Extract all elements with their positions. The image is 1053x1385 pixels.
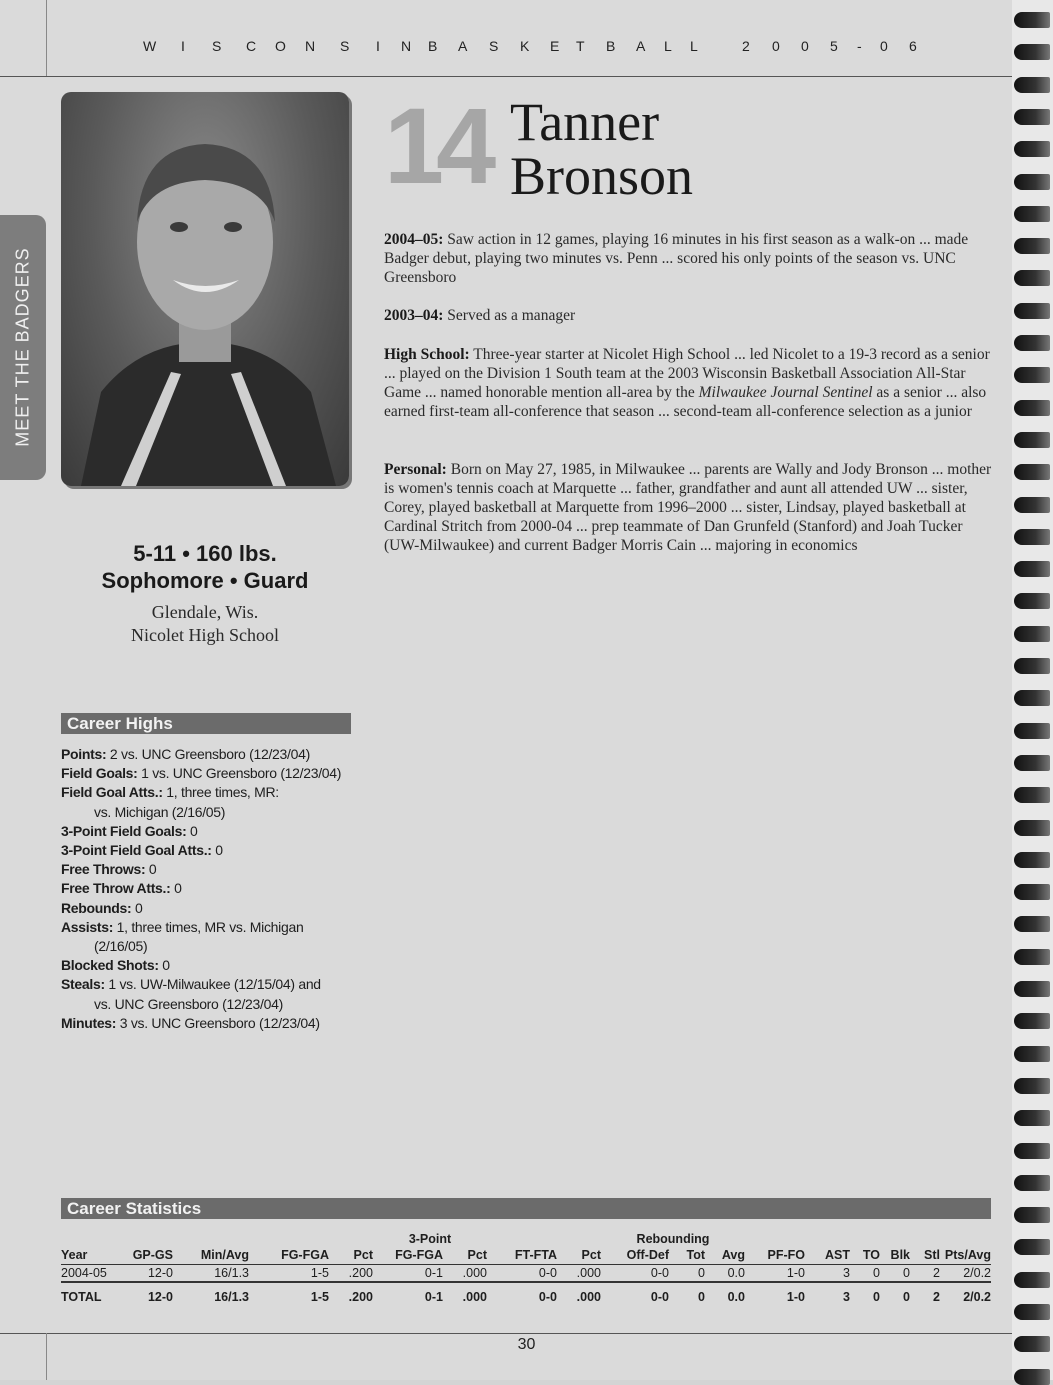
- group-3pt: 3-Point: [408, 1232, 452, 1246]
- career-high-label: Free Throw Atts.:: [61, 880, 171, 897]
- stats-cell: 0.0: [727, 1266, 745, 1280]
- stats-column-label: Avg: [705, 1246, 745, 1265]
- stats-cell: 0-0: [650, 1266, 669, 1280]
- binding-ring: [1014, 1369, 1050, 1385]
- binding-ring: [1014, 400, 1050, 416]
- binding-ring: [1014, 949, 1050, 965]
- stats-cell: 0: [698, 1266, 705, 1280]
- bio-text: Served as a manager: [443, 307, 576, 324]
- binding-ring: [1014, 1046, 1050, 1062]
- binding-ring: [1014, 820, 1050, 836]
- career-high-label: Blocked Shots:: [61, 957, 159, 974]
- binding-ring: [1014, 626, 1050, 642]
- career-high-value: 0: [170, 880, 182, 897]
- career-high-value: 0: [211, 842, 223, 859]
- career-high-item: [61, 783, 361, 802]
- career-high-label: Points:: [61, 746, 107, 762]
- career-high-value: 3 vs. UNC Greensboro (12/23/04): [116, 1014, 320, 1031]
- binding-ring: [1014, 335, 1050, 351]
- career-high-value: 0: [186, 822, 198, 839]
- group-rebounding: Rebounding: [636, 1232, 710, 1246]
- header-letter: S: [489, 38, 499, 54]
- stats-column-label: FT-FTA: [487, 1246, 557, 1265]
- binding-ring: [1014, 109, 1050, 125]
- stats-cell: 3: [843, 1266, 850, 1280]
- stats-total-cell: 0-0: [487, 1282, 557, 1311]
- binding-ring: [1014, 432, 1050, 448]
- stats-total-cell: TOTAL: [61, 1282, 111, 1311]
- stats-cell: 12-0: [147, 1266, 173, 1280]
- stats-column-label: FG-FGA: [373, 1246, 443, 1265]
- bio-label: Personal:: [384, 461, 447, 478]
- stats-cell: 0-1: [424, 1266, 443, 1280]
- stats-total-cell: 0.0: [705, 1282, 745, 1311]
- bio-2004-05: [384, 230, 992, 287]
- bio-text: Saw action in 12 games, playing 16 minutes in his first season as a walk-on ... made Badger debut, playing two minutes vs. Penn ... scored his only points of the season vs. UNC Greensboro: [384, 231, 969, 286]
- header-letter: I: [181, 38, 185, 54]
- binding-ring: [1014, 755, 1050, 771]
- stats-total-cell: 0: [880, 1282, 910, 1311]
- header-letter: A: [636, 38, 646, 54]
- bio-publication: Milwaukee Journal Sentinel: [698, 384, 873, 401]
- stats-total-cell: 2/0.2: [940, 1282, 991, 1311]
- stats-total-cell: 16/1.3: [173, 1282, 249, 1311]
- binding-ring: [1014, 690, 1050, 706]
- stats-cell: 1-5: [310, 1266, 329, 1280]
- career-high-item: [61, 899, 361, 918]
- career-high-label: Field Goals:: [61, 765, 138, 782]
- stats-total-cell: 0-1: [373, 1282, 443, 1311]
- header-letter: -: [857, 38, 862, 54]
- header-letter: N: [401, 38, 412, 54]
- binding-ring: [1014, 884, 1050, 900]
- stats-total-cell: 2: [910, 1282, 940, 1311]
- stats-column-label: Tot: [669, 1246, 705, 1265]
- binding-ring: [1014, 787, 1050, 803]
- margin-rule: [46, 0, 47, 76]
- binding-ring: [1014, 238, 1050, 254]
- player-first-name: Tanner: [510, 92, 660, 152]
- stats-column-header: [61, 1246, 991, 1265]
- binding-ring: [1014, 852, 1050, 868]
- binding-ring: [1014, 303, 1050, 319]
- bio-personal: [384, 460, 992, 555]
- header-letter: L: [690, 38, 698, 54]
- career-highs-title: Career Highs: [61, 713, 351, 734]
- stats-cell: .000: [462, 1266, 487, 1280]
- binding-ring: [1014, 1143, 1050, 1159]
- career-high-label: 3-Point Field Goal Atts.:: [61, 842, 212, 859]
- header-letter: 2: [742, 38, 750, 54]
- stats-column-label: Blk: [880, 1246, 910, 1265]
- header-letter: T: [576, 38, 585, 54]
- career-high-continuation: vs. Michigan (2/16/05): [94, 803, 226, 820]
- stats-total-cell: .000: [443, 1282, 487, 1311]
- stats-column-label: PF-FO: [745, 1246, 805, 1265]
- binding-ring: [1014, 464, 1050, 480]
- binding-ring: [1014, 12, 1050, 28]
- stats-total-row: [61, 1282, 991, 1311]
- stats-total-cell: 12-0: [111, 1282, 173, 1311]
- binding-ring: [1014, 141, 1050, 157]
- binding-ring: [1014, 1207, 1050, 1223]
- height-weight: 5-11 • 160 lbs.: [133, 541, 277, 566]
- career-high-value: 0: [131, 899, 143, 916]
- side-tab-label: MEET THE BADGERS: [12, 247, 33, 447]
- bio-label: 2003–04:: [384, 307, 444, 324]
- career-high-item: [61, 822, 361, 841]
- header-letter: 5: [830, 38, 838, 54]
- binding-ring: [1014, 1013, 1050, 1029]
- stats-total-cell: 1-5: [249, 1282, 329, 1311]
- stats-column-label: GP-GS: [111, 1246, 173, 1265]
- career-high-value: 0: [158, 957, 170, 974]
- career-stats-table: [61, 1232, 991, 1311]
- career-high-item: [61, 975, 361, 994]
- stats-total-cell: 3: [805, 1282, 850, 1311]
- binding-ring: [1014, 367, 1050, 383]
- stats-total-cell: 1-0: [745, 1282, 805, 1311]
- career-high-item: [61, 860, 361, 879]
- page-number: 30: [517, 1336, 536, 1353]
- stats-cell: 1-0: [786, 1266, 805, 1280]
- stats-cell: 2: [933, 1266, 940, 1280]
- binding-ring: [1014, 916, 1050, 932]
- stats-column-label: FG-FGA: [249, 1246, 329, 1265]
- hometown: Glendale, Wis.: [151, 602, 259, 622]
- header-letter: I: [376, 38, 380, 54]
- career-high-continuation: vs. UNC Greensboro (12/23/04): [94, 995, 283, 1012]
- binding-ring: [1014, 1272, 1050, 1288]
- binding-ring: [1014, 593, 1050, 609]
- stats-cell: 0: [903, 1266, 910, 1280]
- header-rule: [0, 76, 1012, 77]
- binding-ring: [1014, 1078, 1050, 1094]
- stats-column-label: AST: [805, 1246, 850, 1265]
- career-high-item: [61, 1014, 361, 1033]
- stats-total-cell: .000: [557, 1282, 601, 1311]
- stats-column-label: Stl: [910, 1246, 940, 1265]
- stats-total-cell: 0-0: [601, 1282, 669, 1311]
- stats-cell: 16/1.3: [214, 1266, 249, 1280]
- binding-ring: [1014, 723, 1050, 739]
- bio-text: Born on May 27, 1985, in Milwaukee ... parents are Wally and Jody Bronson ... mother is women's tennis coach at Marquette ... father, grandfather and aunt all attended UW ... sister, Corey, played basketball at Marquette from 1996–2000 ... sister, Lindsay, played basketball at Cardinal Stritch from 2000-04 ... prep teammate of Dan Grunfeld (Stanford) and Joah Tucker (UW-Milwaukee) and current Badger Morris Cain ... majoring in economics: [384, 461, 992, 554]
- career-high-value: 2 vs. UNC Greensboro (12/23/04): [106, 746, 310, 762]
- binding-ring: [1014, 270, 1050, 286]
- bio-high-school: [384, 345, 992, 421]
- stats-column-label: Off-Def: [601, 1246, 669, 1265]
- header-letter: N: [305, 38, 316, 54]
- career-high-item: [61, 764, 361, 783]
- stats-column-label: Min/Avg: [173, 1246, 249, 1265]
- header-letter: 6: [909, 38, 917, 54]
- stats-column-label: Year: [61, 1246, 111, 1265]
- career-high-item: [61, 841, 361, 860]
- header-letter: S: [212, 38, 222, 54]
- stats-cell: 2004-05: [61, 1266, 107, 1280]
- career-high-value: 1 vs. UNC Greensboro (12/23/04): [137, 765, 342, 782]
- header-letter: O: [275, 38, 286, 54]
- player-hometown: [61, 601, 349, 647]
- header-letter: K: [520, 38, 530, 54]
- career-high-item: [61, 745, 361, 764]
- stats-row: [61, 1265, 991, 1283]
- binding-ring: [1014, 561, 1050, 577]
- career-high-item: [61, 918, 361, 937]
- stats-cell: 2/0.2: [963, 1266, 991, 1280]
- stats-cell: .000: [576, 1266, 601, 1280]
- binding-ring: [1014, 174, 1050, 190]
- career-high-value: 1, three times, MR vs. Michigan: [113, 918, 304, 935]
- header-letter: 0: [801, 38, 809, 54]
- footer-rule: [0, 1333, 1012, 1334]
- career-high-label: Steals:: [61, 976, 105, 993]
- header-letter: W: [143, 38, 157, 54]
- career-high-label: Field Goal Atts.:: [61, 784, 163, 801]
- bio-label: High School:: [384, 346, 470, 363]
- high-school: Nicolet High School: [131, 625, 279, 645]
- header-letter: A: [458, 38, 468, 54]
- bio-text: as a senior ... also earned first-team all-conference that season ... second-team all-conference selection as a junior: [384, 384, 987, 420]
- career-high-label: 3-Point Field Goals:: [61, 822, 187, 839]
- player-name: [510, 92, 694, 206]
- career-high-label: Assists:: [61, 918, 114, 935]
- binding-ring: [1014, 1304, 1050, 1320]
- career-high-label: Minutes:: [61, 1014, 117, 1031]
- player-portrait-image: [61, 92, 349, 486]
- class-position: Sophomore • Guard: [101, 568, 309, 593]
- binding-ring: [1014, 77, 1050, 93]
- binding-ring: [1014, 1110, 1050, 1126]
- player-last-name: Bronson: [510, 146, 694, 206]
- career-stats-title: Career Statistics: [61, 1198, 991, 1219]
- binding-ring: [1014, 1175, 1050, 1191]
- binding-ring: [1014, 206, 1050, 222]
- stats-cell: .200: [348, 1266, 373, 1280]
- bio-text: Three-year starter at Nicolet High School ... led Nicolet to a 19-3 record as a senior ... played on the Division 1 South team at the 2003 Wisconsin Basketball Association All-Star Game ... named honorable mention all-area by the: [384, 346, 990, 401]
- binding-ring: [1014, 44, 1050, 60]
- career-high-value: 1 vs. UW-Milwaukee (12/15/04) and: [104, 976, 321, 993]
- header-letter: B: [606, 38, 616, 54]
- bio-2003-04: [384, 306, 992, 325]
- player-photo: [61, 92, 349, 486]
- career-high-item: [61, 879, 361, 898]
- header-letter: S: [340, 38, 350, 54]
- career-highs-list: [61, 745, 361, 1033]
- stats-cell: 0: [873, 1266, 880, 1280]
- binding-ring: [1014, 1239, 1050, 1255]
- stats-total-cell: 0: [850, 1282, 880, 1311]
- career-high-item: [61, 956, 361, 975]
- stats-cell: 0-0: [538, 1266, 557, 1280]
- career-high-continuation: (2/16/05): [94, 938, 148, 955]
- binding-ring: [1014, 1336, 1050, 1352]
- header-letter: 0: [772, 38, 780, 54]
- stats-total-cell: 0: [669, 1282, 705, 1311]
- binding-ring: [1014, 981, 1050, 997]
- binding-ring: [1014, 497, 1050, 513]
- stats-column-label: Pct: [443, 1246, 487, 1265]
- career-high-value: 0: [145, 861, 157, 878]
- jersey-number: 14: [384, 85, 489, 206]
- header-letter: E: [550, 38, 560, 54]
- stats-column-label: Pct: [329, 1246, 373, 1265]
- stats-column-label: Pct: [557, 1246, 601, 1265]
- binding-ring: [1014, 529, 1050, 545]
- career-high-label: Rebounds:: [61, 899, 132, 916]
- career-high-label: Free Throws:: [61, 861, 146, 878]
- stats-total-cell: .200: [329, 1282, 373, 1311]
- stats-group-header: [61, 1232, 991, 1246]
- header-letter: C: [246, 38, 257, 54]
- header-letter: 0: [880, 38, 888, 54]
- stats-column-label: Pts/Avg: [940, 1246, 991, 1265]
- stats-column-label: TO: [850, 1246, 880, 1265]
- player-vitals: [61, 540, 349, 594]
- binding-ring: [1014, 658, 1050, 674]
- header-letter: L: [664, 38, 672, 54]
- bio-label: 2004–05:: [384, 231, 444, 248]
- career-high-value: 1, three times, MR:: [162, 784, 279, 801]
- header-letter: B: [428, 38, 438, 54]
